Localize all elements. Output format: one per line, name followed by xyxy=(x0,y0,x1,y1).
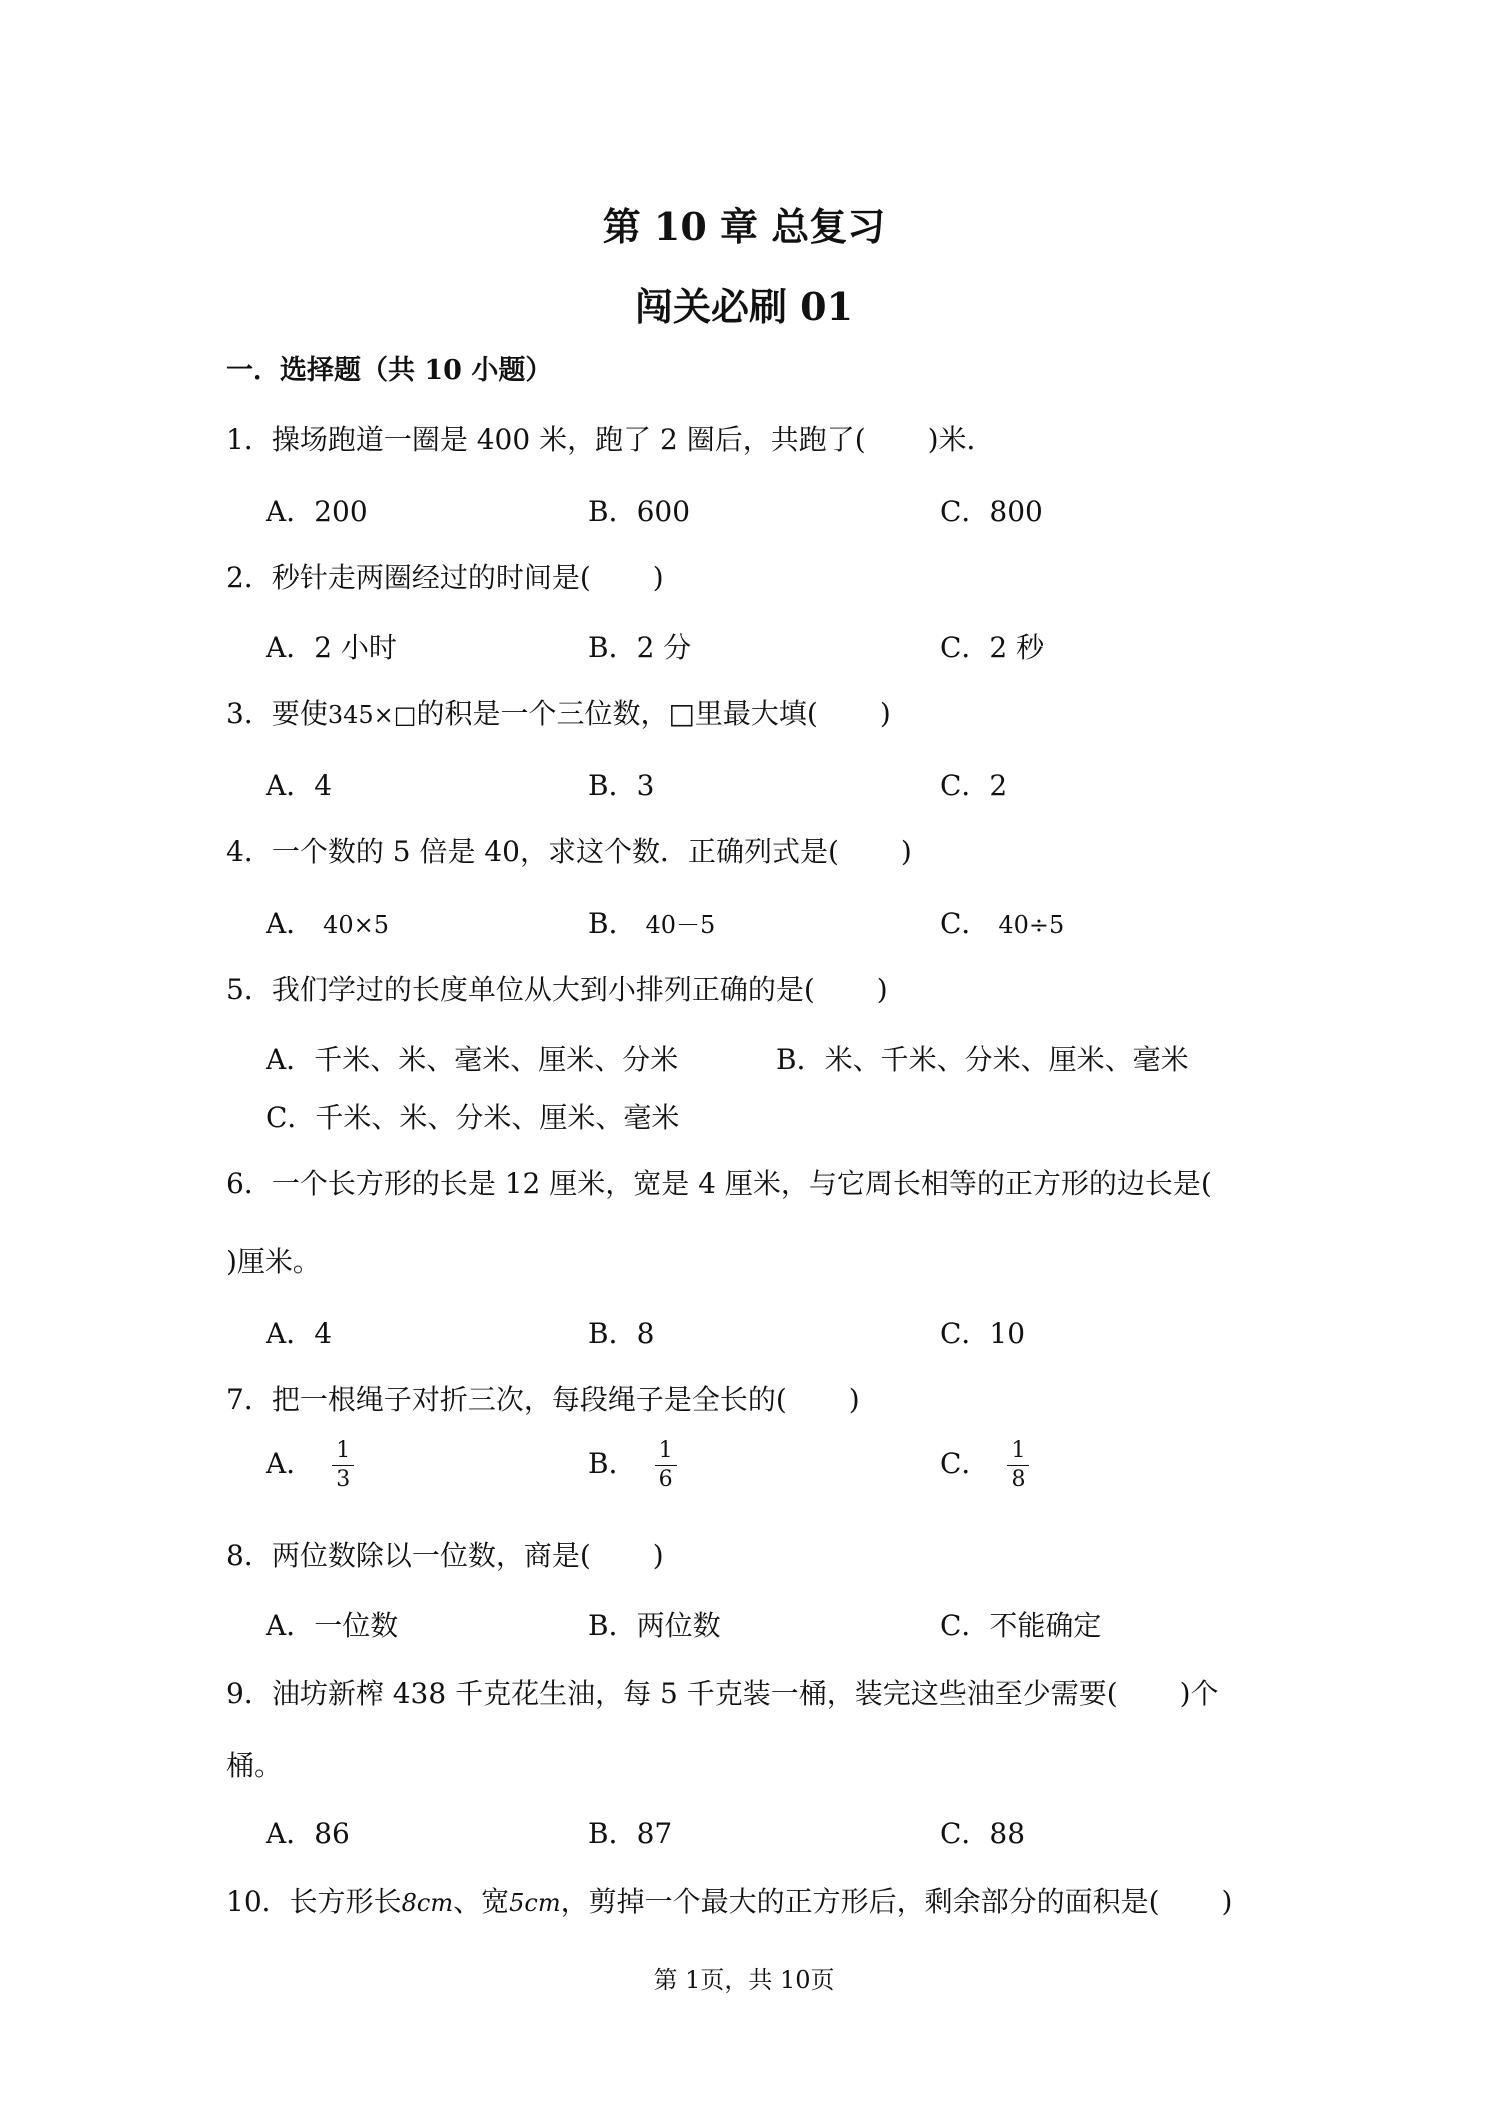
question-1-option-b: B．600 xyxy=(588,495,691,528)
question-3: 3．要使345×□的积是一个三位数，□里最大填( ) xyxy=(226,697,891,730)
question-4-option-b: B． 40－5 xyxy=(588,907,716,940)
question-9: 9．油坊新榨 438 千克花生油，每 5 千克装一桶，装完这些油至少需要( )个 xyxy=(226,1677,1219,1710)
question-8-option-c: C．不能确定 xyxy=(940,1609,1102,1642)
question-2-option-b: B．2 分 xyxy=(588,631,692,664)
question-6-option-b: B．8 xyxy=(588,1317,655,1350)
question-2-option-c: C．2 秒 xyxy=(940,631,1045,664)
question-6-option-a: A．4 xyxy=(266,1317,333,1350)
exercise-subtitle: 闯关必刷 01 xyxy=(634,284,854,329)
question-4-option-a: A． 40×5 xyxy=(266,907,390,940)
question-8-option-a: A．一位数 xyxy=(266,1609,399,1642)
question-7-option-c: C． $\frac{1}{8}$ xyxy=(940,1440,1029,1491)
fraction: $\frac{1}{6}$ xyxy=(655,1440,677,1491)
question-8: 8．两位数除以一位数，商是( ) xyxy=(226,1539,664,1572)
question-9-continuation: 桶。 xyxy=(226,1749,283,1782)
question-5-option-b: B．米、千米、分米、厘米、毫米 xyxy=(776,1043,1189,1076)
question-5-option-c: C．千米、米、分米、厘米、毫米 xyxy=(266,1101,680,1134)
page-number: 第 1页，共 10页 xyxy=(653,1966,835,1994)
question-5: 5．我们学过的长度单位从大到小排列正确的是( ) xyxy=(226,973,888,1006)
section-heading: 一．选择题（共 10 小题） xyxy=(226,355,553,386)
question-4-option-c: C． 40÷5 xyxy=(940,907,1065,940)
question-6: 6．一个长方形的长是 12 厘米，宽是 4 厘米，与它周长相等的正方形的边长是( xyxy=(226,1167,1212,1200)
question-6-option-c: C．10 xyxy=(940,1317,1026,1350)
question-1: 1．操场跑道一圈是 400 米，跑了 2 圈后，共跑了( )米． xyxy=(226,423,995,456)
question-2-option-a: A．2 小时 xyxy=(266,631,397,664)
question-7-option-b: B． $\frac{1}{6}$ xyxy=(588,1440,677,1491)
question-3-option-b: B．3 xyxy=(588,769,655,802)
question-1-option-a: A．200 xyxy=(266,495,368,528)
question-9-option-c: C．88 xyxy=(940,1817,1026,1850)
question-4: 4．一个数的 5 倍是 40，求这个数．正确列式是( ) xyxy=(226,835,912,868)
question-6-continuation: )厘米。 xyxy=(226,1245,321,1278)
fraction: $\frac{1}{3}$ xyxy=(332,1440,354,1491)
question-3-option-c: C．2 xyxy=(940,769,1008,802)
question-2: 2．秒针走两圈经过的时间是( ) xyxy=(226,561,664,594)
question-5-option-a: A．千米、米、毫米、厘米、分米 xyxy=(266,1043,679,1076)
question-7: 7．把一根绳子对折三次，每段绳子是全长的( ) xyxy=(226,1383,860,1416)
question-3-option-a: A．4 xyxy=(266,769,333,802)
question-1-option-c: C．800 xyxy=(940,495,1043,528)
question-8-option-b: B．两位数 xyxy=(588,1609,721,1642)
fraction: $\frac{1}{8}$ xyxy=(1007,1440,1029,1491)
question-9-option-a: A．86 xyxy=(266,1817,350,1850)
question-9-option-b: B．87 xyxy=(588,1817,673,1850)
chapter-title: 第 10 章 总复习 xyxy=(602,204,886,249)
question-10: 10．长方形长8cm、宽5cm，剪掉一个最大的正方形后，剩余部分的面积是( ) xyxy=(226,1885,1233,1918)
question-7-option-a: A． $\frac{1}{3}$ xyxy=(266,1440,354,1491)
